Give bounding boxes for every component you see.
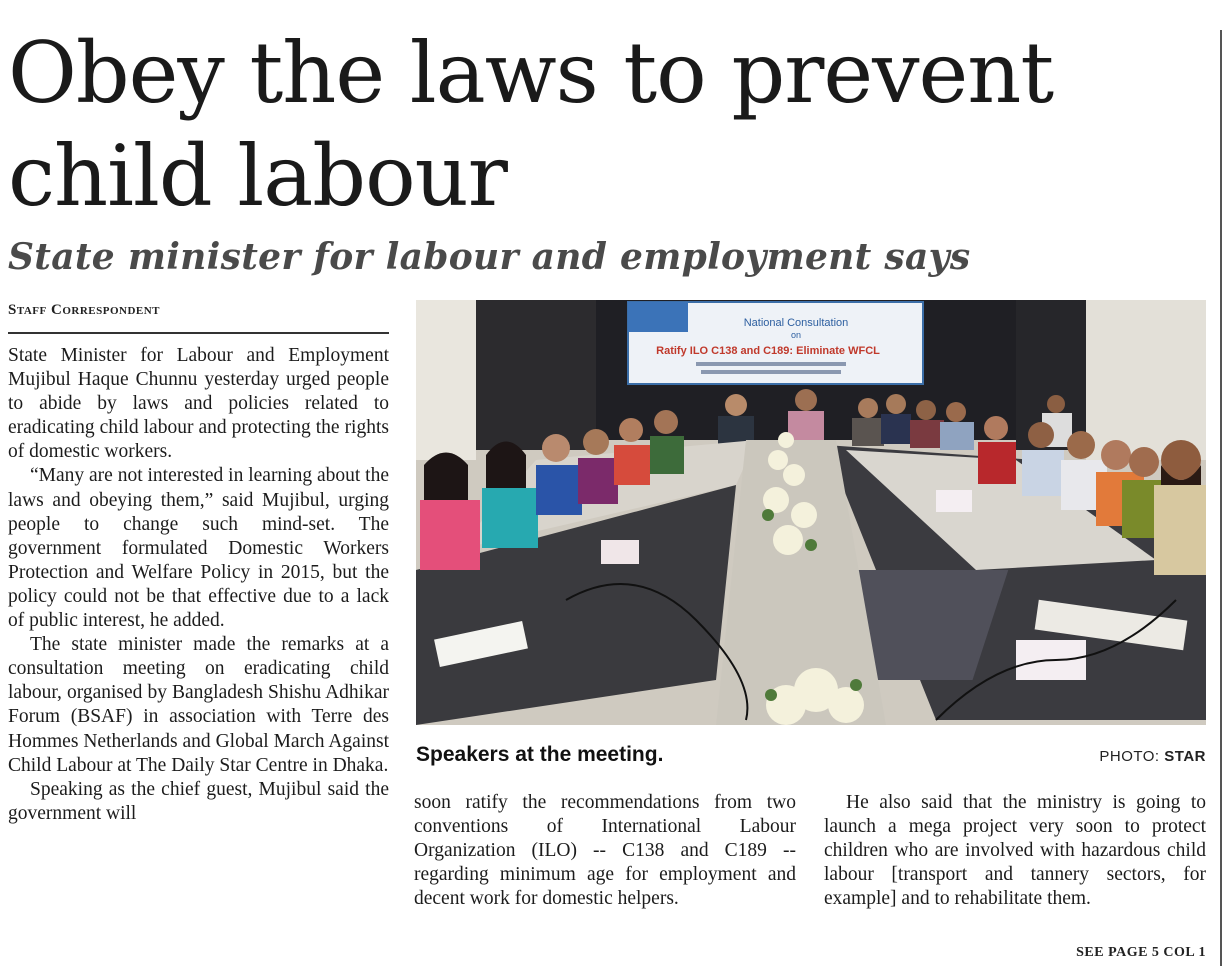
column-rule — [1220, 30, 1222, 966]
paragraph: State Minister for Labour and Employment Mujibul Haque Chunnu yesterday urged people to abide by laws and policies related to eradicating child labour and protecting the rights of domestic workers. — [8, 345, 389, 463]
photo-credit — [1099, 748, 1206, 765]
article-column-1 — [8, 344, 389, 826]
paragraph: soon ratify the recommendations from two conventions of International Labour Organization (ILO) -- C138 and C189 -- regarding minimum age for employment and decent work for domestic helpers. — [414, 792, 796, 910]
photo-caption: Speakers at the meeting. — [416, 743, 664, 766]
article-column-3 — [824, 791, 1206, 911]
paragraph: He also said that the ministry is going to launch a mega project very soon to protect children who are involved with hazardous child labour [transport and tannery sectors, for example] and to rehabilitate them. — [824, 792, 1206, 910]
paragraph: The state minister made the remarks at a consultation meeting on eradicating child labour, organised by Bangladesh Shishu Adhikar Forum (BSAF) in association with Terre des Hommes Netherlands and Global March Against Child Labour at The Daily Star Centre in Dhaka. — [8, 634, 389, 776]
article-column-2 — [414, 791, 796, 911]
meeting-photo-illustration — [416, 300, 1206, 725]
photo-credit-name: STAR — [1164, 748, 1206, 765]
subheadline: State minister for labour and employment says — [8, 236, 971, 278]
paragraph: “Many are not interested in learning about the laws and obeying them,” said Mujibul, urging people to change such mind-set. The government formulated Domestic Workers Protection and Welfare Policy in 2015, but the policy could not be that effective due to a lack of public interest, he added. — [8, 465, 389, 632]
meeting-photo — [416, 300, 1206, 725]
byline: Staff Correspondent — [8, 302, 161, 318]
headline: Obey the laws to prevent child labour — [8, 24, 1054, 225]
continuation-line: SEE PAGE 5 COL 1 — [1076, 945, 1206, 960]
paragraph: Speaking as the chief guest, Mujibul said the government will — [8, 778, 389, 824]
banner-line-2: on — [790, 330, 802, 340]
photo-credit-prefix: PHOTO: — [1099, 748, 1165, 765]
banner-line-3: Ratify ILO C138 and C189: Eliminate WFCL — [656, 345, 880, 357]
byline-rule — [8, 332, 389, 334]
banner-line-1: National Consultation — [743, 317, 849, 329]
